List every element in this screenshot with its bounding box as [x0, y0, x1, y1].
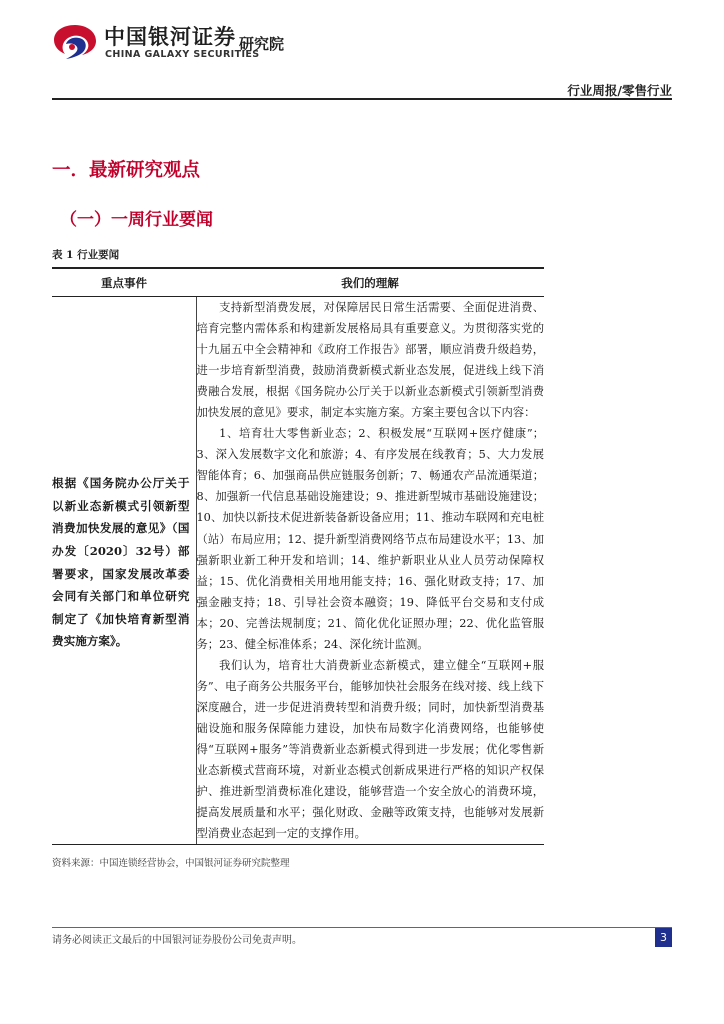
analysis-paragraph: 1、培育壮大零售新业态；2、积极发展“互联网+医疗健康”；3、深入发展数字文化和旅游；4、有序发展在线教育；5、大力发展智能体育；6、加强商品供应链服务创新；7、畅通农产品流通渠道；8、加强新一代信息基础设施建设；9、推进新型城市基础设施建设；10、加快以新技术促进新装备新设备应用；11、推动车联网和充电桩（站）布局应用；12、提升新型消费网络节点布局建设水平；13、加强新职业新工种开发和培训；14、维护新职业从业人员劳动保障权益；15、优化消费相关用地用能支持；16、强化财政支持；17、加强金融支持；18、引导社会资本融资；19、降低平台交易和支付成本；20、完善法规制度；21、简化优化证照办理；22、优化监管服务；23、健全标准体系；24、深化统计监测。 — [196, 427, 544, 651]
brand-name-cn: 中国银河证券 — [104, 25, 236, 49]
header-our-view: 我们的理解 — [196, 268, 544, 297]
table-title: 表 1 行业要闻 — [52, 249, 120, 261]
section-title: 一．最新研究观点 — [52, 160, 201, 181]
galaxy-logo-icon — [52, 22, 98, 62]
institute-label: 研究院 — [239, 35, 285, 53]
disclaimer-text: 请务必阅读正文最后的中国银河证券股份公司免责声明。 — [52, 935, 302, 946]
analysis-paragraph: 支持新型消费发展，对保障居民日常生活需要、全面促进消费、培育完整内需体系和构建新发展格局具有重要意义。为贯彻落实党的十九届五中全会精神和《政府工作报告》部署，顺应消费升级趋势，进一步培育新型消费，鼓励消费新模式新业态发展，促进线上线下消费融合发展，根据《国务院办公厅关于以新业态新模式引领新型消费加快发展的意见》要求，制定本实施方案。方案主要包含以下内容： — [196, 301, 544, 420]
analysis-paragraph: 我们认为，培育壮大消费新业态新模式，建立健全“互联网+服务”、电子商务公共服务平台，能够加快社会服务在线对接、线上线下深度融合，进一步促进消费转型和消费升级；同时，加快新型消费基础设施和服务保障能力建设，加快布局数字化消费网络，也能够使得“互联网+服务”等消费新业态新模式得到进一步发展；优化零售新业态新模式营商环境，对新业态模式创新成果进行严格的知识产权保护、推进新型消费标准化建设，能够营造一个安全放心的消费环境，提高发展质量和水平；强化财政、金融等政策支持，也能够对发展新型消费业态起到一定的支撑作用。 — [196, 658, 544, 841]
table-header-row — [52, 268, 544, 297]
source-note: 资料来源：中国连锁经营协会，中国银河证券研究院整理 — [52, 858, 290, 869]
event-cell — [52, 297, 196, 845]
header-divider — [52, 98, 672, 100]
analysis-cell — [196, 297, 544, 845]
page-number: 3 — [655, 928, 672, 947]
event-text: 根据《国务院办公厅关于以新业态新模式引领新型消费加快发展的意见》（国办发〔2020〕32号）部署要求，国家发展改革委会同有关部门和单位研究制定了《加快培育新型消费实施方案》。 — [52, 476, 190, 649]
table-row — [52, 297, 544, 845]
report-type: 行业周报/零售行业 — [567, 83, 672, 98]
news-table — [52, 267, 544, 845]
footer-divider — [52, 927, 672, 928]
header-key-event: 重点事件 — [52, 268, 196, 297]
brand-name-en: CHINA GALAXY SECURITIES — [105, 49, 260, 60]
subsection-title: （一）一周行业要闻 — [60, 210, 213, 230]
